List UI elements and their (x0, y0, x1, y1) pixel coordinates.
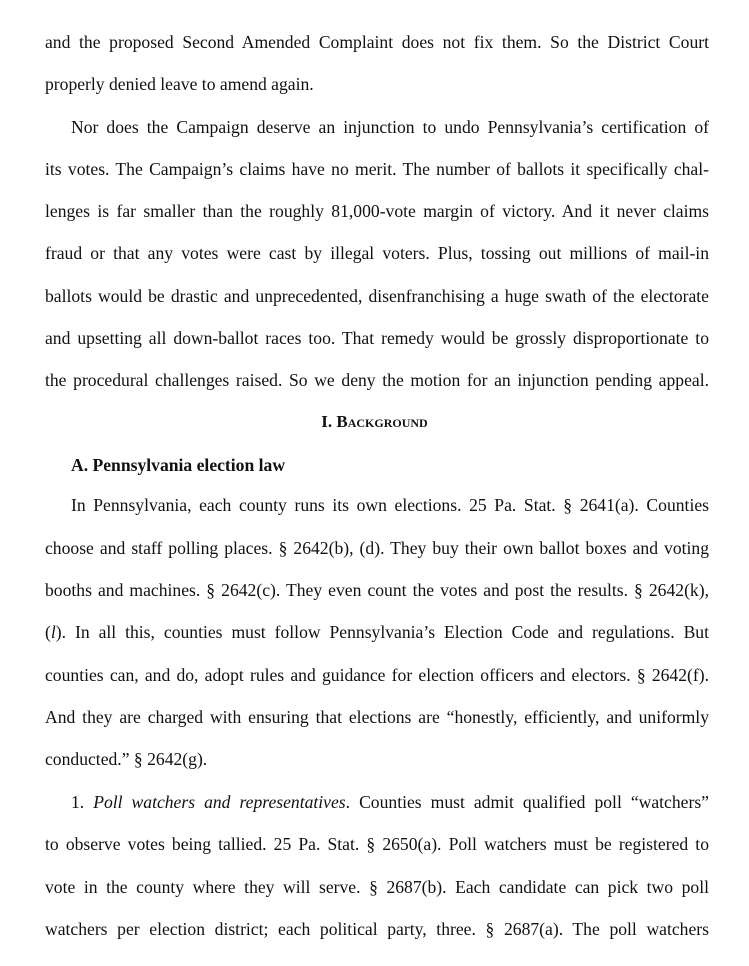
italic-text: Poll watchers and representatives (93, 792, 346, 812)
italic-text: l (50, 622, 56, 642)
text-line: to observe votes being tallied. 25 Pa. Stat. § 2650(a). Poll watchers must be registered to (45, 834, 709, 854)
subsection-heading: A. Pennsylvania election law (71, 455, 286, 475)
text-line: counties can, and do, adopt rules and guidance for election officers and electors. § 2642(f). (45, 665, 709, 685)
text-line: properly denied leave to amend again. (45, 74, 314, 94)
text-line (71, 781, 709, 823)
text-line: watchers per election district; each political party, three. § 2687(a). The poll watchers (45, 919, 709, 939)
text-line: its votes. The Campaign’s claims have no merit. The number of ballots it specifically chal- (45, 159, 709, 179)
text-line: vote in the county where they will serve. § 2687(b). Each candidate can pick two poll (45, 877, 709, 897)
text-line: and upsetting all down-ballot races too. That remedy would be grossly disproportionate to (45, 328, 709, 348)
text-line: In Pennsylvania, each county runs its own elections. 25 Pa. Stat. § 2641(a). Counties (71, 495, 709, 515)
text-line: ballots would be drastic and unprecedented, disenfranchising a huge swath of the electorate (45, 286, 709, 306)
text-line: And they are charged with ensuring that elections are “honestly, efficiently, and uniformly (45, 707, 709, 727)
text-line: fraud or that any votes were cast by illegal voters. Plus, tossing out millions of mail-in (45, 243, 709, 263)
text-line: booths and machines. § 2642(c). They even count the votes and post the results. § 2642(k), (45, 580, 709, 600)
text-line: Nor does the Campaign deserve an injunction to undo Pennsylvania’s certification of (71, 117, 709, 137)
text-line: and the proposed Second Amended Complaint does not fix them. So the District Court (45, 32, 709, 52)
section-heading: I. Background (321, 412, 428, 431)
text-segment: 1. (71, 792, 94, 812)
text-segment: ( (45, 622, 51, 642)
text-segment: . Counties must admit qualified poll “watchers” (345, 792, 709, 812)
text-segment: ). In all this, counties must follow Pennsylvania’s Election Code and regulations. But (55, 622, 709, 642)
text-line: choose and staff polling places. § 2642(b), (d). They buy their own ballot boxes and voting (45, 538, 709, 558)
text-line: conducted.” § 2642(g). (45, 749, 208, 769)
text-line: the procedural challenges raised. So we deny the motion for an injunction pending appeal. (45, 370, 709, 390)
text-line: lenges is far smaller than the roughly 81,000-vote margin of victory. And it never claims (45, 201, 709, 221)
text-line (45, 611, 709, 653)
